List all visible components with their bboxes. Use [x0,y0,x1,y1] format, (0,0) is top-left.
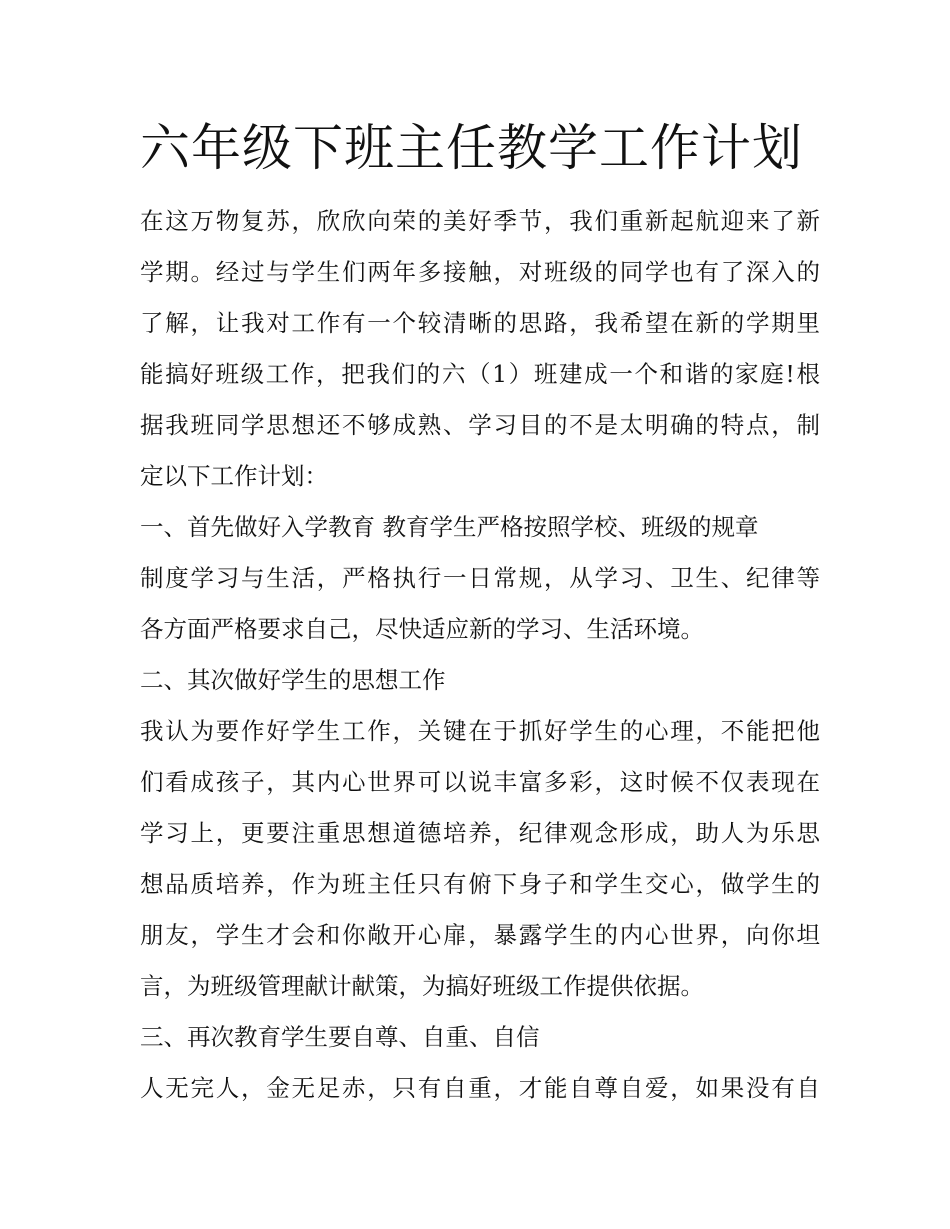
document-body [140,196,820,1114]
text-line: 据我班同学思想还不够成熟、学习目的不是太明确的特点，制 [140,411,820,439]
text-line: 定以下工作计划： [140,462,328,490]
text-line: 制度学习与生活，严格执行一日常规，从学习、卫生、纪律等 [140,564,820,592]
section-heading: 三、再次教育学生要自尊、自重、自信 [140,1023,540,1051]
document-title: 六年级下班主任教学工作计划 [140,119,803,177]
section-heading: 一、首先做好入学教育 教育学生严格按照学校、班级的规章 [140,513,759,541]
text-line: 在这万物复苏，欣欣向荣的美好季节，我们重新起航迎来了新 [140,207,820,235]
text-line: 能搞好班级工作，把我们的六（1）班建成一个和谐的家庭!根 [140,360,820,388]
text-line: 了解，让我对工作有一个较清晰的思路，我希望在新的学期里 [140,309,820,337]
text-line: 各方面严格要求自己，尽快适应新的学习、生活环境。 [140,615,704,643]
section-heading: 二、其次做好学生的思想工作 [140,666,446,694]
text-line: 学习上，更要注重思想道德培养，纪律观念形成，助人为乐思 [140,819,820,847]
text-line: 朋友，学生才会和你敞开心扉，暴露学生的内心世界，向你坦 [140,921,820,949]
text-line: 我认为要作好学生工作，关键在于抓好学生的心理，不能把他 [140,717,820,745]
text-line: 想品质培养，作为班主任只有俯下身子和学生交心，做学生的 [140,870,820,898]
text-line: 们看成孩子，其内心世界可以说丰富多彩，这时候不仅表现在 [140,768,820,796]
text-line: 言，为班级管理献计献策，为搞好班级工作提供依据。 [140,972,704,1000]
text-line: 人无完人，金无足赤，只有自重，才能自尊自爱，如果没有自 [140,1074,820,1102]
text-line: 学期。经过与学生们两年多接触，对班级的同学也有了深入的 [140,258,820,286]
